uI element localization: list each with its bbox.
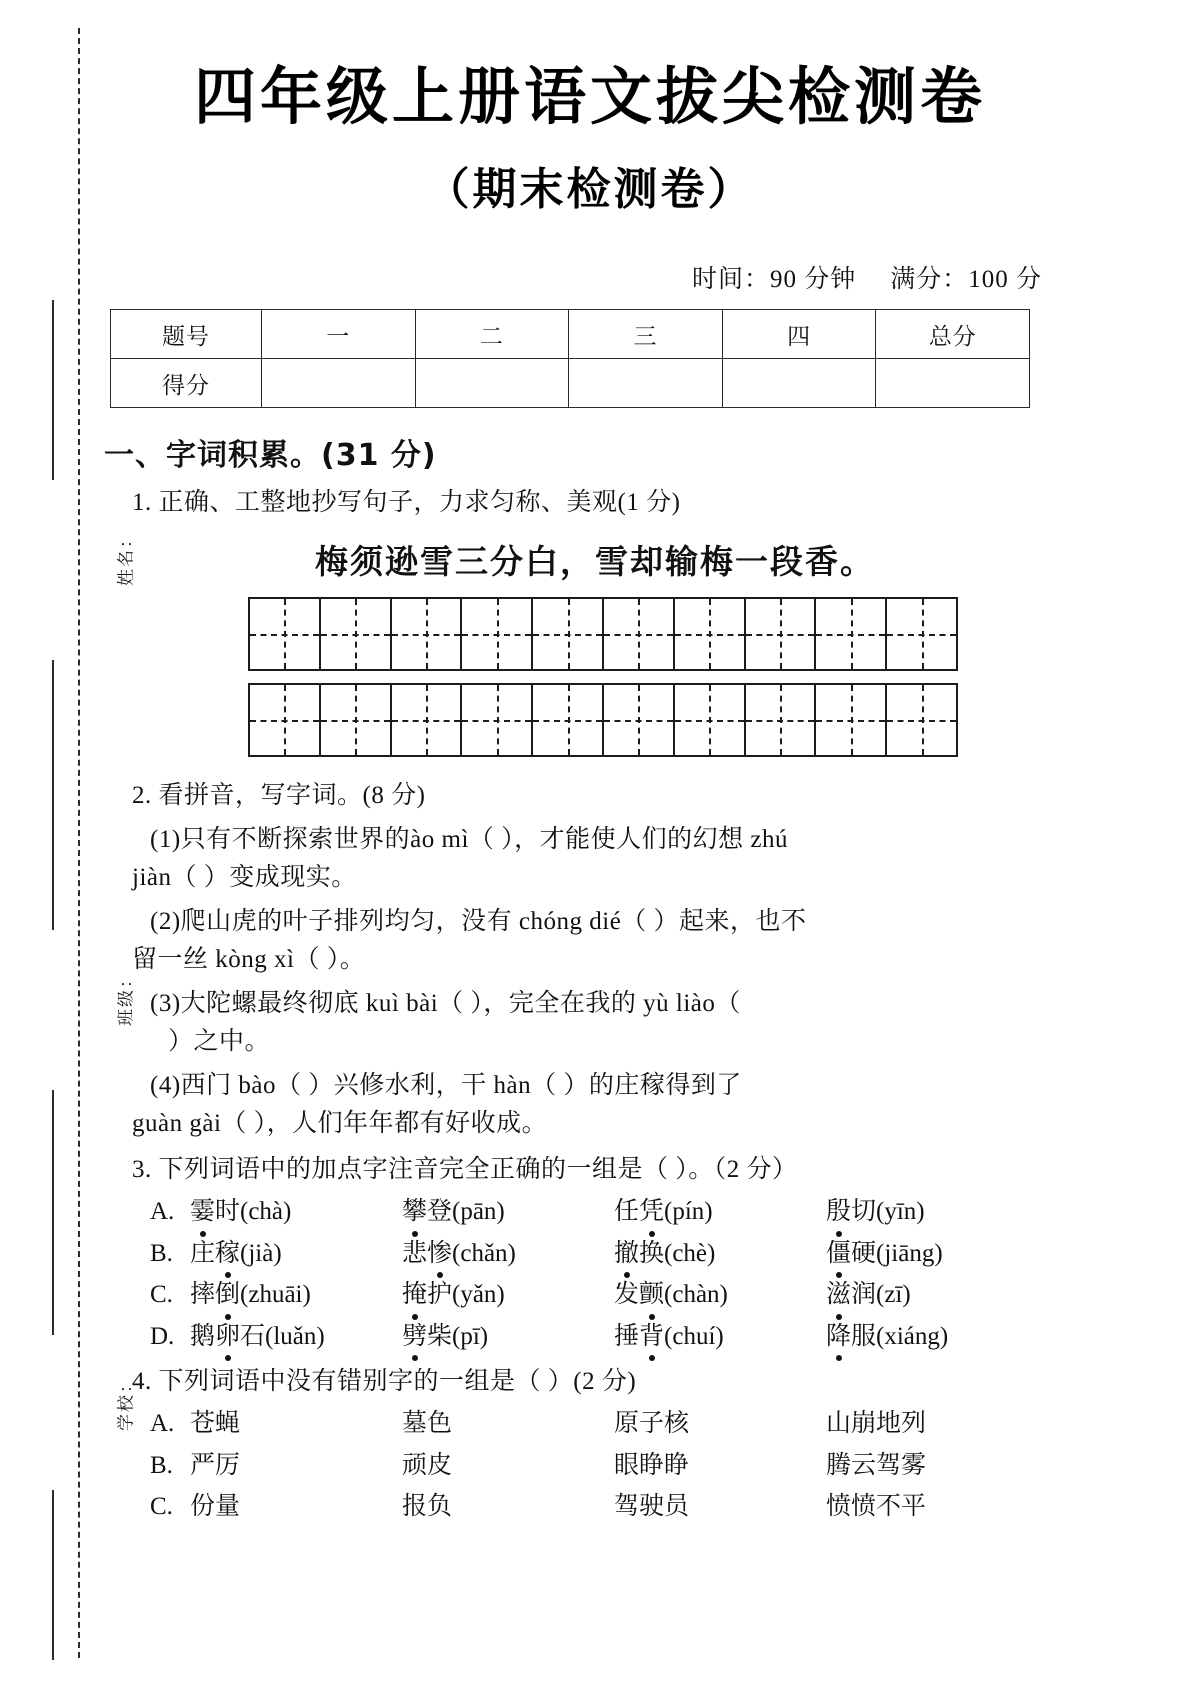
score-table <box>110 309 1030 408</box>
question-2-item-4-line-1: (4)西门 bào（ ）兴修水利，干 hàn（ ）的庄稼得到了 <box>150 1072 742 1100</box>
question-3-option-d[interactable] <box>150 1318 1070 1356</box>
question-2-prompt: 2. 看拼音，写字词。(8 分) <box>132 782 426 810</box>
dotted-char: 背 <box>639 1318 664 1356</box>
writing-grid-row[interactable] <box>248 683 958 757</box>
page-subtitle: （期末检测卷） <box>425 164 755 216</box>
option-letter: C. <box>150 1493 173 1521</box>
dotted-char: 滋 <box>826 1276 851 1314</box>
option-word: 腾云驾雾 <box>826 1451 927 1479</box>
option-word: 驾驶员 <box>614 1493 690 1521</box>
page-title: 四年级上册语文拔尖检测卷 <box>193 60 986 133</box>
writing-cell[interactable] <box>533 599 604 669</box>
seal-line-lower <box>52 1090 54 1335</box>
writing-cell[interactable] <box>887 599 956 669</box>
dotted-char: 僵 <box>826 1235 851 1273</box>
option-word: 愤愤不平 <box>826 1493 927 1521</box>
writing-cell[interactable] <box>392 599 463 669</box>
writing-cell[interactable] <box>392 685 463 755</box>
score-cell-total[interactable] <box>876 359 1030 408</box>
option-word: 苍蝇 <box>190 1410 241 1438</box>
writing-cell[interactable] <box>746 599 817 669</box>
question-3-option-c[interactable] <box>150 1276 1070 1314</box>
writing-grid-row[interactable] <box>248 597 958 671</box>
writing-cell[interactable] <box>250 685 321 755</box>
option-word: 攀登(pān) <box>402 1193 614 1231</box>
question-4-option-b[interactable] <box>150 1447 1070 1485</box>
option-letter: D. <box>150 1322 175 1350</box>
writing-cell[interactable] <box>321 685 392 755</box>
question-4-option-a[interactable] <box>150 1405 1070 1443</box>
option-word: 顽皮 <box>402 1451 453 1479</box>
table-row-question-numbers <box>111 310 1030 359</box>
question-2-item-2-line-1: (2)爬山虎的叶子排列均匀，没有 chóng dié（ ）起来，也不 <box>150 908 807 936</box>
exam-meta <box>110 259 1070 295</box>
option-word: 山崩地列 <box>826 1410 927 1438</box>
writing-cell[interactable] <box>604 685 675 755</box>
option-word: 霎时(chà) <box>190 1193 402 1231</box>
question-2-item-1-line-2: jiàn（ ）变成现实。 <box>132 864 357 892</box>
dotted-char: 撤 <box>614 1235 639 1273</box>
question-2-item-3-line-2: ）之中。 <box>168 1028 271 1056</box>
option-word: 捶背(chuí) <box>614 1318 826 1356</box>
writing-cell[interactable] <box>887 685 956 755</box>
option-word: 滋润(zī) <box>826 1276 1054 1314</box>
question-2-item-3-line-1: (3)大陀螺最终彻底 kuì bài（ ），完全在我的 yù liào（ <box>150 990 741 1018</box>
writing-cell[interactable] <box>675 685 746 755</box>
question-4-prompt: 4. 下列词语中没有错别字的一组是（ ）(2 分) <box>132 1368 637 1396</box>
writing-cell[interactable] <box>604 599 675 669</box>
dotted-char: 卵 <box>215 1318 240 1356</box>
dotted-char: 稼 <box>215 1235 240 1273</box>
option-letter: B. <box>150 1451 173 1479</box>
score-cell-3[interactable] <box>569 359 723 408</box>
writing-cell[interactable] <box>462 599 533 669</box>
total-score-label: 满分：100 分 <box>890 266 1042 294</box>
column-header-3: 三 <box>569 310 723 359</box>
dotted-char: 惨 <box>427 1235 452 1273</box>
seal-line-upper <box>52 660 54 930</box>
seal-line-top <box>52 300 54 480</box>
seal-line-bottom <box>52 1490 54 1660</box>
option-word: 眼睁睁 <box>614 1451 690 1479</box>
writing-cell[interactable] <box>533 685 604 755</box>
question-3-prompt: 3. 下列词语中的加点字注音完全正确的一组是（ ）。（2 分） <box>132 1156 798 1184</box>
dotted-char: 凭 <box>639 1193 664 1231</box>
question-4-option-c[interactable] <box>150 1488 1070 1526</box>
dotted-char: 掩 <box>402 1276 427 1314</box>
option-word: 摔倒(zhuāi) <box>190 1276 402 1314</box>
question-1-sentence: 梅须逊雪三分白，雪却输梅一段香。 <box>315 542 875 582</box>
question-2-item-1-line-1: (1)只有不断探索世界的ào mì（ ），才能使人们的幻想 zhú <box>150 826 788 854</box>
option-word: 庄稼(jià) <box>190 1235 402 1273</box>
section-heading-one: 一、字词积累。(31 分) <box>104 438 437 474</box>
option-word: 殷切(yīn) <box>826 1193 1054 1231</box>
dotted-char: 攀 <box>402 1193 427 1231</box>
option-word: 严厉 <box>190 1451 241 1479</box>
margin-label-class: 班级： <box>116 969 136 1026</box>
option-word: 僵硬(jiāng) <box>826 1235 1054 1273</box>
exam-page <box>104 0 1070 1684</box>
writing-cell[interactable] <box>746 685 817 755</box>
option-word: 鹅卵石(luǎn) <box>190 1318 402 1356</box>
question-2-item-2-line-2: 留一丝 kòng xì（ ）。 <box>132 946 366 974</box>
option-word: 降服(xiáng) <box>826 1318 1054 1356</box>
option-word: 墓色 <box>402 1410 453 1438</box>
writing-cell[interactable] <box>250 599 321 669</box>
column-header-1: 一 <box>262 310 416 359</box>
time-label: 时间：90 分钟 <box>691 266 857 294</box>
option-word: 劈柴(pī) <box>402 1318 614 1356</box>
dotted-char: 霎 <box>190 1193 215 1231</box>
margin-label-name: 姓名： <box>116 529 136 586</box>
option-word: 份量 <box>190 1493 241 1521</box>
question-3-option-a[interactable] <box>150 1193 1070 1231</box>
option-word: 发颤(chàn) <box>614 1276 826 1314</box>
dotted-char: 颤 <box>639 1276 664 1314</box>
dotted-char: 劈 <box>402 1318 427 1356</box>
option-word: 报负 <box>402 1493 453 1521</box>
table-row-scores <box>111 359 1030 408</box>
writing-cell[interactable] <box>321 599 392 669</box>
column-header-2: 二 <box>415 310 569 359</box>
writing-cell[interactable] <box>816 685 887 755</box>
writing-cell[interactable] <box>675 599 746 669</box>
score-cell-4[interactable] <box>722 359 876 408</box>
margin-dashed-line <box>78 28 80 1658</box>
option-letter: C. <box>150 1281 173 1309</box>
column-header-total: 总分 <box>876 310 1030 359</box>
column-header-4: 四 <box>722 310 876 359</box>
question-3-option-b[interactable] <box>150 1235 1070 1273</box>
option-word: 任凭(pín) <box>614 1193 826 1231</box>
writing-grid <box>248 597 1070 757</box>
question-1-prompt: 1. 正确、工整地抄写句子，力求匀称、美观(1 分) <box>132 489 681 517</box>
row-label-score: 得分 <box>111 359 262 408</box>
option-letter: A. <box>150 1198 175 1226</box>
score-cell-1[interactable] <box>262 359 416 408</box>
option-word: 掩护(yǎn) <box>402 1276 614 1314</box>
option-word: 撤换(chè) <box>614 1235 826 1273</box>
dotted-char: 殷 <box>826 1193 851 1231</box>
option-letter: B. <box>150 1239 173 1267</box>
score-cell-2[interactable] <box>415 359 569 408</box>
option-letter: A. <box>150 1410 175 1438</box>
writing-cell[interactable] <box>816 599 887 669</box>
option-word: 原子核 <box>614 1410 690 1438</box>
dotted-char: 降 <box>826 1318 851 1356</box>
row-label-question: 题号 <box>111 310 262 359</box>
dotted-char: 倒 <box>215 1276 240 1314</box>
option-word: 悲惨(chǎn) <box>402 1235 614 1273</box>
question-2-item-4-line-2: guàn gài（ ），人们年年都有好收成。 <box>132 1110 548 1138</box>
margin-label-school: 学校： <box>116 1374 136 1431</box>
writing-cell[interactable] <box>462 685 533 755</box>
